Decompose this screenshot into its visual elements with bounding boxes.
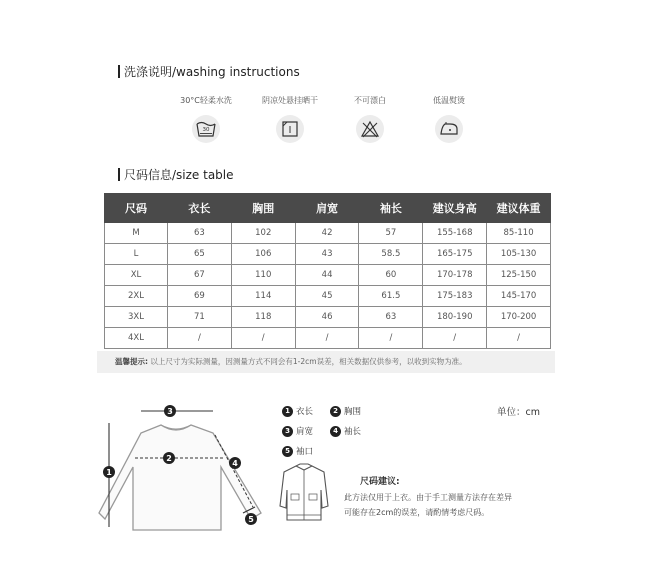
- table-cell: L: [105, 244, 168, 265]
- advice-line: 可能存在2cm的误差，请酌情考虑尺码。: [344, 508, 490, 517]
- table-cell: 105-130: [487, 244, 551, 265]
- table-cell: 4XL: [105, 328, 168, 349]
- table-cell: 165-175: [423, 244, 487, 265]
- table-cell: 102: [231, 223, 295, 244]
- table-cell: 2XL: [105, 286, 168, 307]
- table-header-cell: 肩宽: [295, 194, 359, 223]
- legend-label: 衣长: [296, 407, 314, 417]
- hang-dry-shade-icon: [276, 115, 304, 143]
- advice-line: 此方法仅用于上衣。由于手工测量方法存在差异: [344, 493, 512, 502]
- table-cell: /: [359, 328, 423, 349]
- wash-label: 不可漂白: [354, 96, 386, 105]
- title-bar: [118, 65, 120, 78]
- jacket-icon: [278, 462, 330, 524]
- low-iron-icon: [435, 115, 463, 143]
- table-cell: 58.5: [359, 244, 423, 265]
- wash-label: 30°C轻柔水洗: [180, 96, 232, 105]
- table-row: [105, 265, 551, 286]
- legend-item: [282, 405, 313, 417]
- legend-number: 4: [330, 426, 341, 437]
- table-cell: /: [295, 328, 359, 349]
- marker-5-label: 5: [248, 515, 254, 524]
- size-title-text: 尺码信息/size table: [124, 168, 234, 182]
- table-row: [105, 328, 551, 349]
- table-row: [105, 223, 551, 244]
- size-section-title: [118, 166, 234, 183]
- table-cell: /: [168, 328, 232, 349]
- table-cell: 170-178: [423, 265, 487, 286]
- table-cell: 45: [295, 286, 359, 307]
- advice-title: 尺码建议:: [360, 477, 400, 487]
- table-cell: 180-190: [423, 307, 487, 328]
- table-header-row: [105, 194, 551, 223]
- wash-label: 阴凉处悬挂晒干: [262, 96, 318, 105]
- table-cell: 3XL: [105, 307, 168, 328]
- wash-item-low-iron: [409, 95, 489, 143]
- table-cell: 110: [231, 265, 295, 286]
- table-cell: 61.5: [359, 286, 423, 307]
- table-cell: 63: [168, 223, 232, 244]
- legend-item: [330, 405, 361, 417]
- marker-3-label: 3: [167, 407, 173, 416]
- table-header-cell: 胸围: [231, 194, 295, 223]
- unit-label: 单位：cm: [497, 407, 540, 418]
- marker-1-label: 1: [106, 468, 112, 477]
- table-cell: 145-170: [487, 286, 551, 307]
- table-cell: 43: [295, 244, 359, 265]
- table-cell: 85-110: [487, 223, 551, 244]
- wash-item-30c: [166, 95, 246, 143]
- table-header-cell: 尺码: [105, 194, 168, 223]
- no-bleach-icon: [356, 115, 384, 143]
- legend-item: [282, 445, 313, 457]
- legend-label: 袖长: [344, 427, 362, 437]
- legend-label: 肩宽: [296, 427, 314, 437]
- tip-text: 以上尺寸为实际测量，因测量方式不同会有1-2cm误差，相关数据仅供参考，以收到实物为准。: [150, 357, 467, 366]
- table-cell: 170-200: [487, 307, 551, 328]
- table-cell: XL: [105, 265, 168, 286]
- table-cell: /: [423, 328, 487, 349]
- table-cell: 44: [295, 265, 359, 286]
- table-header-cell: 建议身高: [423, 194, 487, 223]
- legend-number: 1: [282, 406, 293, 417]
- legend-item: [330, 425, 361, 437]
- table-cell: 71: [168, 307, 232, 328]
- table-cell: 57: [359, 223, 423, 244]
- table-cell: 63: [359, 307, 423, 328]
- wash-section-title: [118, 63, 300, 80]
- table-header-cell: 袖长: [359, 194, 423, 223]
- table-cell: 125-150: [487, 265, 551, 286]
- legend-number: 5: [282, 446, 293, 457]
- table-cell: 69: [168, 286, 232, 307]
- wash-label: 低温熨烫: [433, 96, 465, 105]
- table-cell: 60: [359, 265, 423, 286]
- wash-30-icon: [192, 115, 220, 143]
- table-cell: 118: [231, 307, 295, 328]
- title-bar: [118, 168, 120, 181]
- wash-title-text: 洗涤说明/washing instructions: [124, 65, 300, 79]
- wash-item-hang-dry: [250, 95, 330, 143]
- table-cell: 106: [231, 244, 295, 265]
- table-cell: 155-168: [423, 223, 487, 244]
- size-table: [104, 193, 551, 349]
- table-header-cell: 衣长: [168, 194, 232, 223]
- table-cell: /: [231, 328, 295, 349]
- legend-number: 2: [330, 406, 341, 417]
- measurement-diagram: [95, 395, 270, 535]
- table-cell: 42: [295, 223, 359, 244]
- table-cell: 175-183: [423, 286, 487, 307]
- table-header-cell: 建议体重: [487, 194, 551, 223]
- legend-item: [282, 425, 313, 437]
- table-cell: 46: [295, 307, 359, 328]
- wash-item-no-bleach: [330, 95, 410, 143]
- table-row: [105, 307, 551, 328]
- svg-text:30: 30: [202, 127, 210, 133]
- tip-label: 温馨提示:: [115, 357, 148, 366]
- table-cell: 67: [168, 265, 232, 286]
- table-cell: M: [105, 223, 168, 244]
- tip-bar: [97, 351, 555, 373]
- table-cell: 114: [231, 286, 295, 307]
- marker-2-label: 2: [166, 454, 172, 463]
- table-cell: 65: [168, 244, 232, 265]
- table-row: [105, 244, 551, 265]
- table-row: [105, 286, 551, 307]
- marker-4-label: 4: [232, 459, 238, 468]
- table-cell: /: [487, 328, 551, 349]
- shirt-outline: [99, 425, 261, 530]
- legend-label: 袖口: [296, 447, 314, 457]
- legend-number: 3: [282, 426, 293, 437]
- legend-label: 胸围: [344, 407, 362, 417]
